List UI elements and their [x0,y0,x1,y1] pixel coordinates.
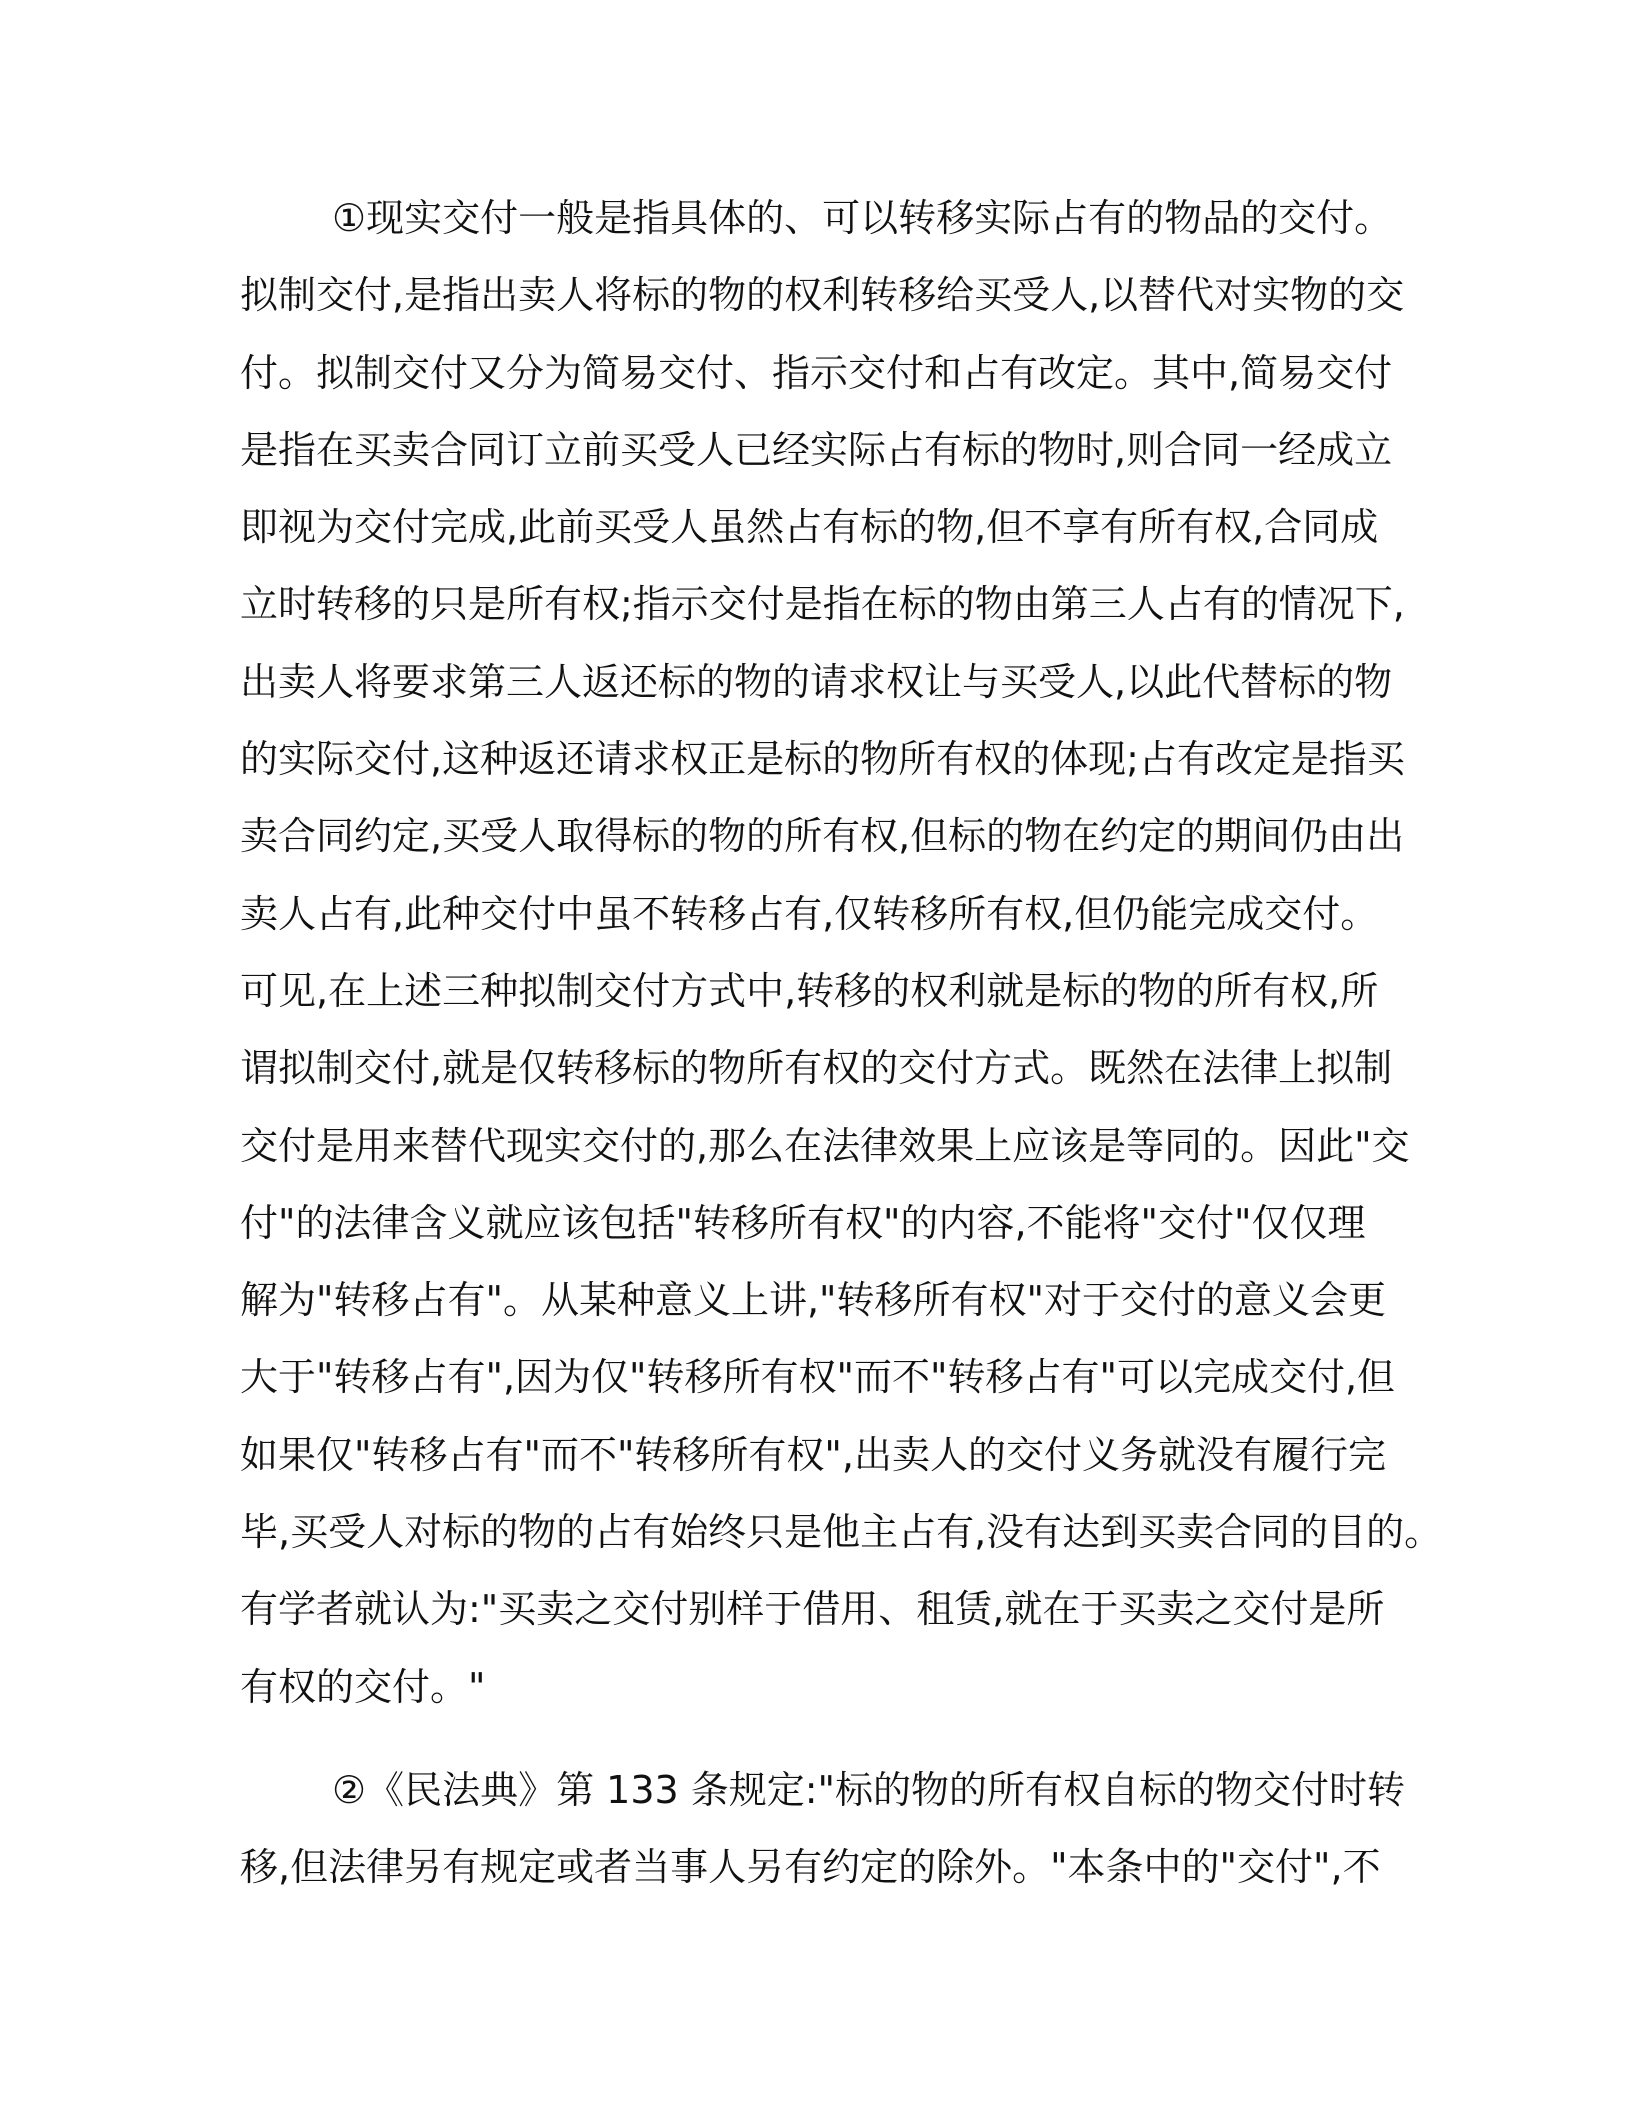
paragraph-line: 交付是用来替代现实交付的,那么在法律效果上应该是等同的。因此"交 [240,1123,1410,1168]
paragraph-line: ①现实交付一般是指具体的、可以转移实际占有的物品的交付。 [332,196,1393,240]
paragraph-line: 移,但法律另有规定或者当事人另有约定的除外。"本条中的"交付",不 [240,1845,1381,1890]
paragraph-line: 有权的交付。" [240,1664,486,1709]
paragraph-line: 出卖人将要求第三人返还标的物的请求权让与买受人,以此代替标的物 [240,659,1393,704]
paragraph-line: 谓拟制交付,就是仅转移标的物所有权的交付方式。既然在法律上拟制 [240,1046,1393,1091]
paragraph-line: 卖人占有,此种交付中虽不转移占有,仅转移所有权,但仍能完成交付。 [240,891,1379,936]
paragraph-line: 是指在买卖合同订立前买受人已经实际占有标的物时,则合同一经成立 [240,427,1393,472]
paragraph-line: 付。拟制交付又分为简易交付、指示交付和占有改定。其中,简易交付 [240,350,1393,395]
paragraph-line: 毕,买受人对标的物的占有始终只是他主占有,没有达到买卖合同的目的。 [240,1510,1443,1555]
paragraph-line: ②《民法典》第 133 条规定:"标的物的所有权自标的物交付时转 [332,1768,1406,1812]
paragraph-line: 解为"转移占有"。从某种意义上讲,"转移所有权"对于交付的意义会更 [240,1278,1386,1323]
paragraph-line: 可见,在上述三种拟制交付方式中,转移的权利就是标的物的所有权,所 [240,968,1379,1013]
paragraph-line: 的实际交付,这种返还请求权正是标的物所有权的体现;占有改定是指买 [240,737,1405,782]
paragraph-1 [240,180,1443,1726]
paragraph-line: 拟制交付,是指出卖人将标的物的权利转移给买受人,以替代对实物的交 [240,273,1405,318]
paragraph-line: 有学者就认为:"买卖之交付别样于借用、租赁,就在于买卖之交付是所 [240,1587,1385,1632]
paragraph-line: 付"的法律含义就应该包括"转移所有权"的内容,不能将"交付"仅仅理 [240,1200,1366,1245]
paragraph-line: 即视为交付完成,此前买受人虽然占有标的物,但不享有所有权,合同成 [240,505,1379,550]
paragraph-2 [240,1752,1406,1907]
paragraph-line: 立时转移的只是所有权;指示交付是指在标的物由第三人占有的情况下, [240,582,1405,627]
paragraph-line: 如果仅"转移占有"而不"转移所有权",出卖人的交付义务就没有履行完 [240,1432,1386,1477]
paragraph-line: 卖合同约定,买受人取得标的物的所有权,但标的物在约定的期间仍由出 [240,814,1405,859]
paragraph-line: 大于"转移占有",因为仅"转移所有权"而不"转移占有"可以完成交付,但 [240,1355,1396,1400]
